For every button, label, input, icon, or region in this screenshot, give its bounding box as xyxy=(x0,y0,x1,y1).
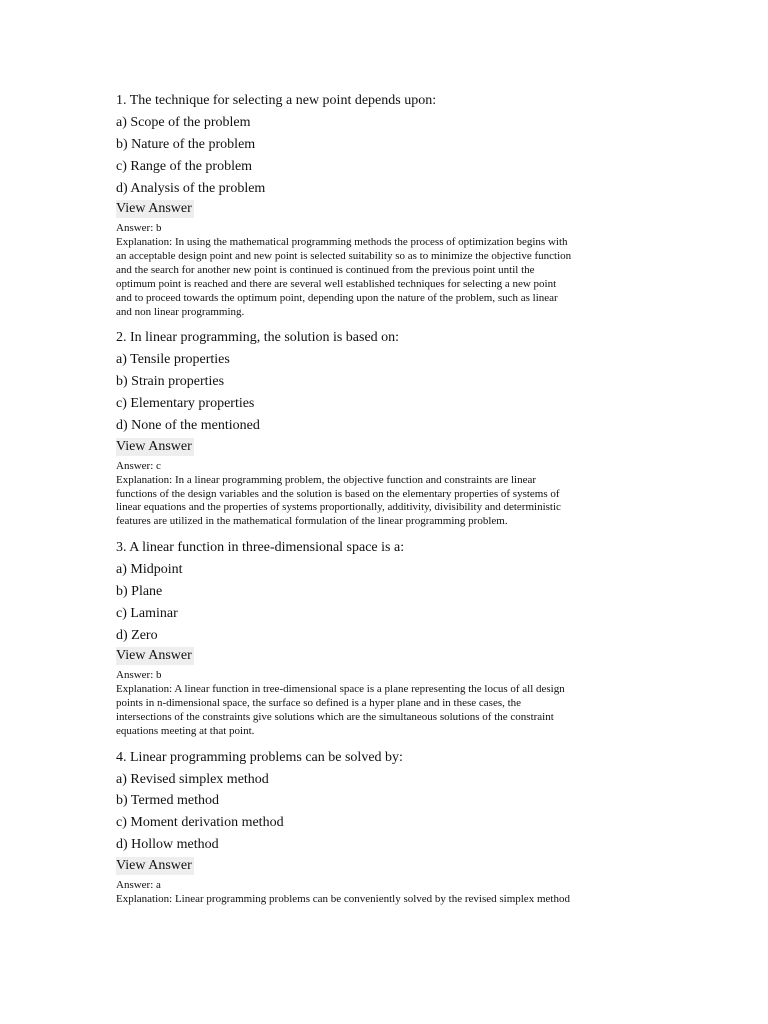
explanation-line: Explanation: Linear programming problems can be conveniently solved by the revised simplex method xyxy=(116,893,570,905)
answer-block xyxy=(116,460,656,529)
answer-block xyxy=(116,879,656,907)
option-b: b) Termed method xyxy=(116,793,219,809)
view-answer-button[interactable]: View Answer xyxy=(116,858,192,874)
explanation-line: features are utilized in the mathematical formulation of the linear programming problem. xyxy=(116,515,508,528)
option-d: d) Hollow method xyxy=(116,837,219,853)
explanation-line: linear equations and the properties of systems proportionally, additivity, divisibility and deterministic xyxy=(116,501,561,514)
option-c: c) Moment derivation method xyxy=(116,815,284,831)
option-d: d) None of the mentioned xyxy=(116,417,260,433)
explanation-line: functions of the design variables and the solution is based on the elementary properties of systems of xyxy=(116,487,560,500)
explanation-line: an acceptable design point and new point is selected suitability so as to minimize the objective function xyxy=(116,250,572,263)
option-b: b) Nature of the problem xyxy=(116,136,256,152)
option-c: c) Range of the problem xyxy=(116,158,253,174)
answer-block xyxy=(116,222,656,319)
option-a: a) Midpoint xyxy=(116,561,183,577)
explanation-line: and non linear programming. xyxy=(116,305,245,318)
answer-text: Answer: a xyxy=(116,879,161,892)
explanation-line: optimum point is reached and there are several well established techniques for selecting a new point xyxy=(116,277,557,290)
explanation-line: Explanation: In using the mathematical programming methods the process of optimization begins with xyxy=(116,236,568,249)
explanation-line: Explanation: In a linear programming problem, the objective function and constraints are linear xyxy=(116,473,536,486)
explanation-line: and the search for another new point is continued is continued from the previous point until the xyxy=(116,263,535,276)
explanation-line: intersections of the constraints give solutions which are the simultaneous solutions of the constraint xyxy=(116,711,554,724)
answer-block xyxy=(116,669,656,738)
option-a: a) Scope of the problem xyxy=(116,114,251,130)
explanation-line: points in n-dimensional space, the surface so defined is a hyper plane and in these cases, the xyxy=(116,697,522,710)
view-answer-button[interactable]: View Answer xyxy=(116,438,192,454)
view-answer-button[interactable]: View Answer xyxy=(116,648,192,664)
view-answer-button[interactable]: View Answer xyxy=(116,201,192,217)
question-text: 3. A linear function in three-dimensional space is a: xyxy=(116,540,405,556)
option-c: c) Laminar xyxy=(116,605,178,621)
question-1 xyxy=(116,90,656,319)
question-text: 4. Linear programming problems can be solved by: xyxy=(116,749,403,765)
question-text: 1. The technique for selecting a new point depends upon: xyxy=(116,93,437,108)
option-a: a) Tensile properties xyxy=(116,352,230,368)
quiz-page xyxy=(116,90,656,915)
explanation-line: and to proceed towards the optimum point, depending upon the nature of the problem, such as linear xyxy=(116,291,558,304)
option-b: b) Plane xyxy=(116,583,163,599)
option-d: d) Zero xyxy=(116,627,158,643)
question-4 xyxy=(116,747,656,907)
question-3 xyxy=(116,537,656,739)
option-a: a) Revised simplex method xyxy=(116,771,269,787)
question-text: 2. In linear programming, the solution is based on: xyxy=(116,330,400,346)
explanation-line: Explanation: A linear function in tree-dimensional space is a plane representing the locus of all design xyxy=(116,683,565,696)
answer-text: Answer: c xyxy=(116,459,161,472)
option-b: b) Strain properties xyxy=(116,374,225,390)
option-d: d) Analysis of the problem xyxy=(116,180,266,196)
explanation-line: equations meeting at that point. xyxy=(116,724,255,737)
option-c: c) Elementary properties xyxy=(116,396,255,412)
answer-text: Answer: b xyxy=(116,669,162,682)
answer-text: Answer: b xyxy=(116,222,162,235)
question-2 xyxy=(116,327,656,529)
